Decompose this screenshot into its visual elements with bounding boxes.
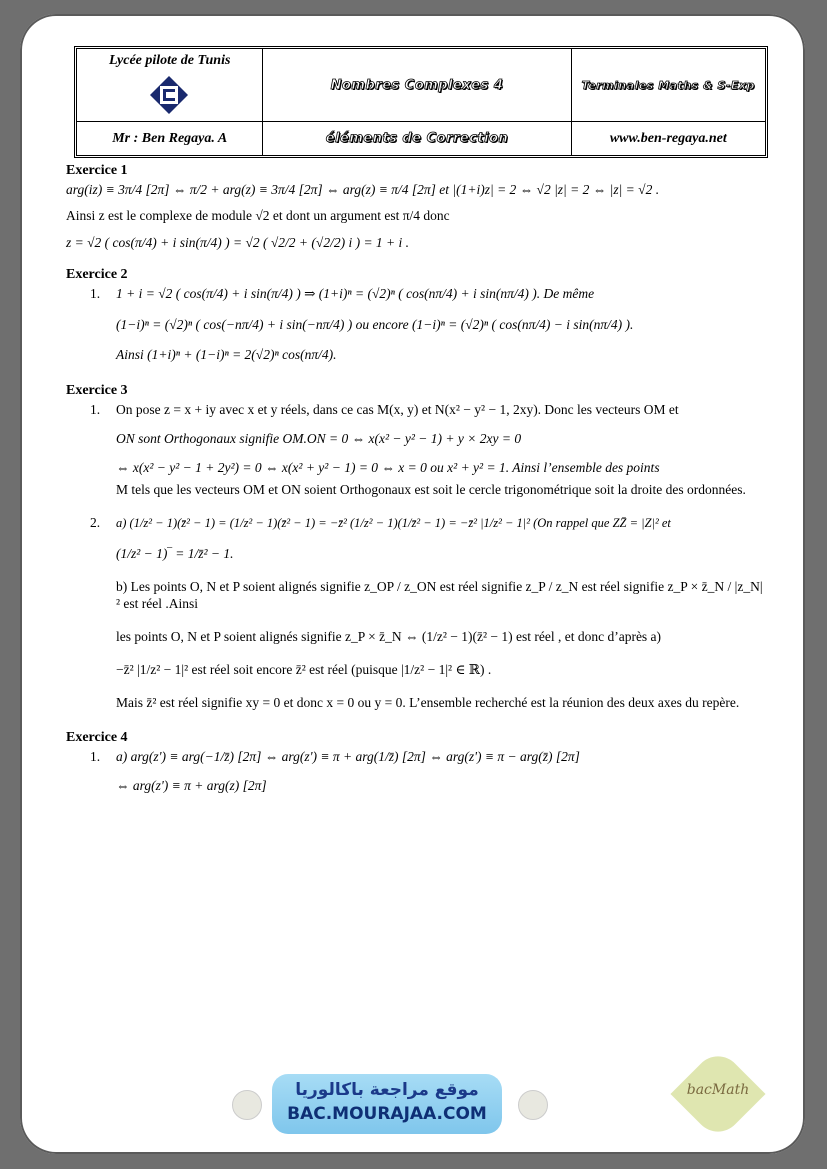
right-badge-icon <box>518 1090 548 1120</box>
ex4-item-number: 1. <box>90 748 101 764</box>
level-cell <box>572 49 765 121</box>
teacher-name: Mr : Ben Regaya. A <box>112 130 228 146</box>
school-logo-icon <box>149 75 189 115</box>
website-cell <box>572 122 765 155</box>
page-sheet <box>20 14 805 1154</box>
website-link[interactable]: www.ben-regaya.net <box>609 130 727 146</box>
banner-url[interactable]: BAC.MOURAJAA.COM <box>287 1104 487 1124</box>
bacmath-stamp-text: bacMath <box>686 1082 750 1098</box>
subtitle-cell <box>263 122 571 155</box>
ex3-line-9: −z̄² |1/z² − 1|² est réel soit encore z̄² est réel (puisque |1/z² − 1|² ∈ ℝ) . <box>116 661 492 677</box>
ex2-line-2: (1−i)ⁿ = (√2)ⁿ ( cos(−nπ/4) + i sin(−nπ/4) ) ou encore (1−i)ⁿ = (√2)ⁿ ( cos(nπ/4) − i sin(nπ/4) ). <box>116 316 634 332</box>
ex1-line-3: z = √2 ( cos(π/4) + i sin(π/4) ) = √2 ( √2/2 + (√2/2) i ) = 1 + i . <box>66 235 410 251</box>
ex3-line-1: On pose z = x + iy avec x et y réels, dans ce cas M(x, y) et N(x² − y² − 1, 2xy). Donc les vecteurs OM et <box>116 401 679 417</box>
banner-arabic-text: موقع مراجعة باكالوريا <box>295 1080 479 1100</box>
doc-title: Nombres Complexes 4 <box>330 77 504 93</box>
teacher-cell <box>77 122 263 155</box>
ex3-line-7: b) Les points O, N et P soient alignés signifie z_OP / z_ON est réel signifie z_P / z_N est réel signifie z_P × z̄_N / |z_N|² est réel .Ainsi <box>116 579 763 611</box>
ex2-line-1: 1 + i = √2 ( cos(π/4) + i sin(π/4) ) ⇒ (1+i)ⁿ = (√2)ⁿ ( cos(nπ/4) + i sin(nπ/4) ). De même <box>116 285 595 301</box>
ex3-item-1-number: 1. <box>90 401 101 417</box>
school-name: Lycée pilote de Tunis <box>109 53 231 68</box>
left-badge-icon <box>232 1090 262 1120</box>
ex2-line-3: Ainsi (1+i)ⁿ + (1−i)ⁿ = 2(√2)ⁿ cos(nπ/4). <box>116 347 337 363</box>
site-banner[interactable] <box>272 1074 502 1134</box>
ex3-line-8: les points O, N et P soient alignés signifie z_P × z̄_N ⇔ (1/z² − 1)(z̄² − 1) est réel , et donc d’après a) <box>116 628 662 644</box>
doc-subtitle: éléments de Correction <box>325 131 509 146</box>
ex3-line-6: (1/z² − 1)‾ = 1/z̄² − 1. <box>116 546 234 562</box>
ex3-line-5: a) (1/z² − 1)(z̄² − 1) = (1/z² − 1)(z̄² − 1) = −z̄² (1/z² − 1)(1/z̄² − 1) = −z̄² |1/z² − 1|² (On rappel que ZZ̄ = |Z|² et <box>116 516 671 531</box>
exercise-2-title: Exercice 2 <box>66 267 128 283</box>
header-table <box>74 46 768 158</box>
ex3-item-2-number: 2. <box>90 515 101 531</box>
ex1-line-1: arg(iz) ≡ 3π/4 [2π] ⇔ π/2 + arg(z) ≡ 3π/4 [2π] ⇔ arg(z) ≡ π/4 [2π] et |(1+i)z| = 2 ⇔ √2 |z| = 2 ⇔ |z| = √2 . <box>66 181 660 197</box>
level-label: Terminales Maths & S-Exp <box>581 78 755 92</box>
exercise-4-title: Exercice 4 <box>66 730 128 746</box>
correction-content <box>66 156 766 797</box>
school-cell <box>77 49 263 121</box>
ex3-line-3: ⇔ x(x² − y² − 1 + 2y²) = 0 ⇔ x(x² + y² − 1) = 0 ⇔ x = 0 ou x² + y² = 1. Ainsi l’ensemble des points <box>116 459 660 475</box>
ex1-line-2: Ainsi z est le complexe de module √2 et dont un argument est π/4 donc <box>66 208 450 224</box>
ex3-line-4: M tels que les vecteurs OM et ON soient Orthogonaux est soit le cercle trigonométrique soit la droite des ordonnées. <box>116 482 746 498</box>
exercise-3-title: Exercice 3 <box>66 383 128 399</box>
ex4-line-2: ⇔ arg(z') ≡ π + arg(z) [2π] <box>116 777 267 793</box>
ex3-line-10: Mais z̄² est réel signifie xy = 0 et donc x = 0 ou y = 0. L’ensemble recherché est la réunion des deux axes du repère. <box>116 694 740 710</box>
ex4-line-1: a) arg(z') ≡ arg(−1/z̄) [2π] ⇔ arg(z') ≡ π + arg(1/z̄) [2π] ⇔ arg(z') ≡ π − arg(z̄) [2π] <box>116 748 580 764</box>
exercise-1-title: Exercice 1 <box>66 163 128 178</box>
title-cell <box>263 49 571 121</box>
ex2-item-number: 1. <box>90 285 101 301</box>
ex3-line-2: ON sont Orthogonaux signifie OM.ON = 0 ⇔ x(x² − y² − 1) + y × 2xy = 0 <box>116 430 522 446</box>
